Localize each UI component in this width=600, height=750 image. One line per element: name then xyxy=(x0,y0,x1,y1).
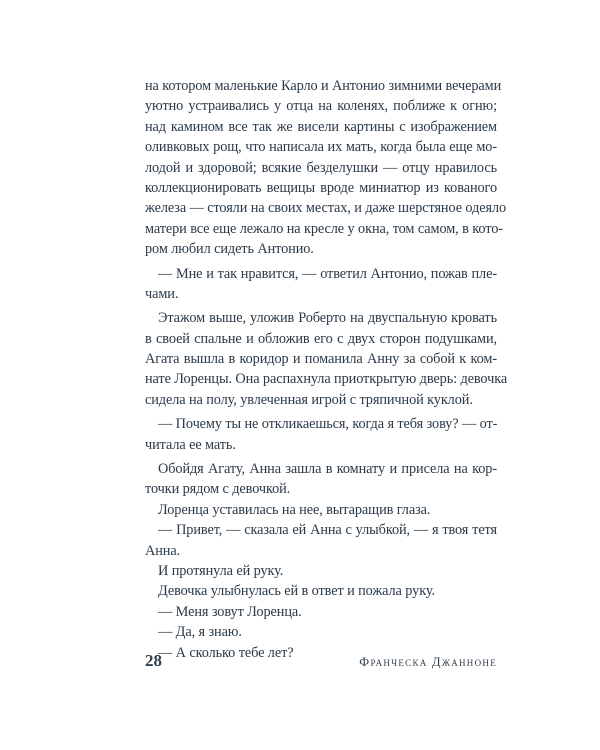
text-line: — А сколько тебе лет? xyxy=(158,644,294,661)
text-line: точки рядом с девочкой. xyxy=(145,481,291,498)
paragraph xyxy=(145,622,497,642)
body-text xyxy=(145,76,508,663)
text-line: — Привет, — сказала ей Анна с улыбкой, — я твоя тетя xyxy=(158,522,497,539)
paragraph xyxy=(145,561,497,581)
text-line: читала ее мать. xyxy=(145,436,236,453)
text-line: — Почему ты не откликаешься, когда я тебя зову? — от- xyxy=(158,416,498,433)
paragraph xyxy=(145,520,497,561)
text-line: Агата вышла в коридор и поманила Анну за собой к ком- xyxy=(145,351,497,368)
paragraph xyxy=(145,500,497,520)
running-head-author: Франческа Джанноне xyxy=(359,655,497,669)
text-line: Анна. xyxy=(145,542,181,559)
text-line: И протянула ей руку. xyxy=(158,562,284,579)
text-line: — Да, я знаю. xyxy=(158,624,242,641)
text-line: железа — стояли на своих местах, и даже шерстяное одеяло xyxy=(145,200,507,217)
text-line: коллекционировать вещицы вроде миниатюр из кованого xyxy=(145,179,497,196)
paragraph xyxy=(145,602,497,622)
text-line: — Меня зовут Лоренца. xyxy=(158,603,302,620)
text-line: чами. xyxy=(145,285,179,302)
paragraph xyxy=(145,264,497,305)
text-line: на котором маленькие Карло и Антонио зимними вечерами xyxy=(145,78,502,94)
paragraph xyxy=(145,581,497,601)
text-line: Лоренца уставилась на нее, вытаращив глаза. xyxy=(158,501,431,518)
text-line: оливковых рощ, что написала их мать, когда была еще мо- xyxy=(145,139,497,156)
paragraph xyxy=(145,459,497,500)
text-line: над камином все так же висели картины с изображением xyxy=(145,118,497,135)
paragraph xyxy=(145,308,508,410)
text-line: Этажом выше, уложив Роберто на двуспальную кровать xyxy=(158,310,497,327)
page-footer xyxy=(145,651,497,671)
text-line: Обойдя Агату, Анна зашла в комнату и присела на кор- xyxy=(158,461,497,478)
paragraph xyxy=(145,414,497,455)
text-line: в своей спальне и обложив его с двух сторон подушками, xyxy=(145,330,497,347)
text-line: лодой и здоровой; всякие безделушки — отцу нравилось xyxy=(145,159,497,176)
text-line: матери все еще лежало на кресле у окна, том самом, в кото- xyxy=(145,220,503,237)
text-line: уютно устраивались у отца на коленях, поближе к огню; xyxy=(145,98,497,115)
text-line: сидела на полу, увлеченная игрой с тряпичной куклой. xyxy=(145,391,473,408)
page-number: 28 xyxy=(145,651,162,670)
text-line: Девочка улыбнулась ей в ответ и пожала руку. xyxy=(158,583,435,600)
paragraph xyxy=(145,76,507,260)
text-line: — Мне и так нравится, — ответил Антонио, пожав пле- xyxy=(158,265,497,282)
text-line: нате Лоренцы. Она распахнула приоткрытую дверь: девочка xyxy=(145,371,508,388)
text-line: ром любил сидеть Антонио. xyxy=(145,241,314,258)
